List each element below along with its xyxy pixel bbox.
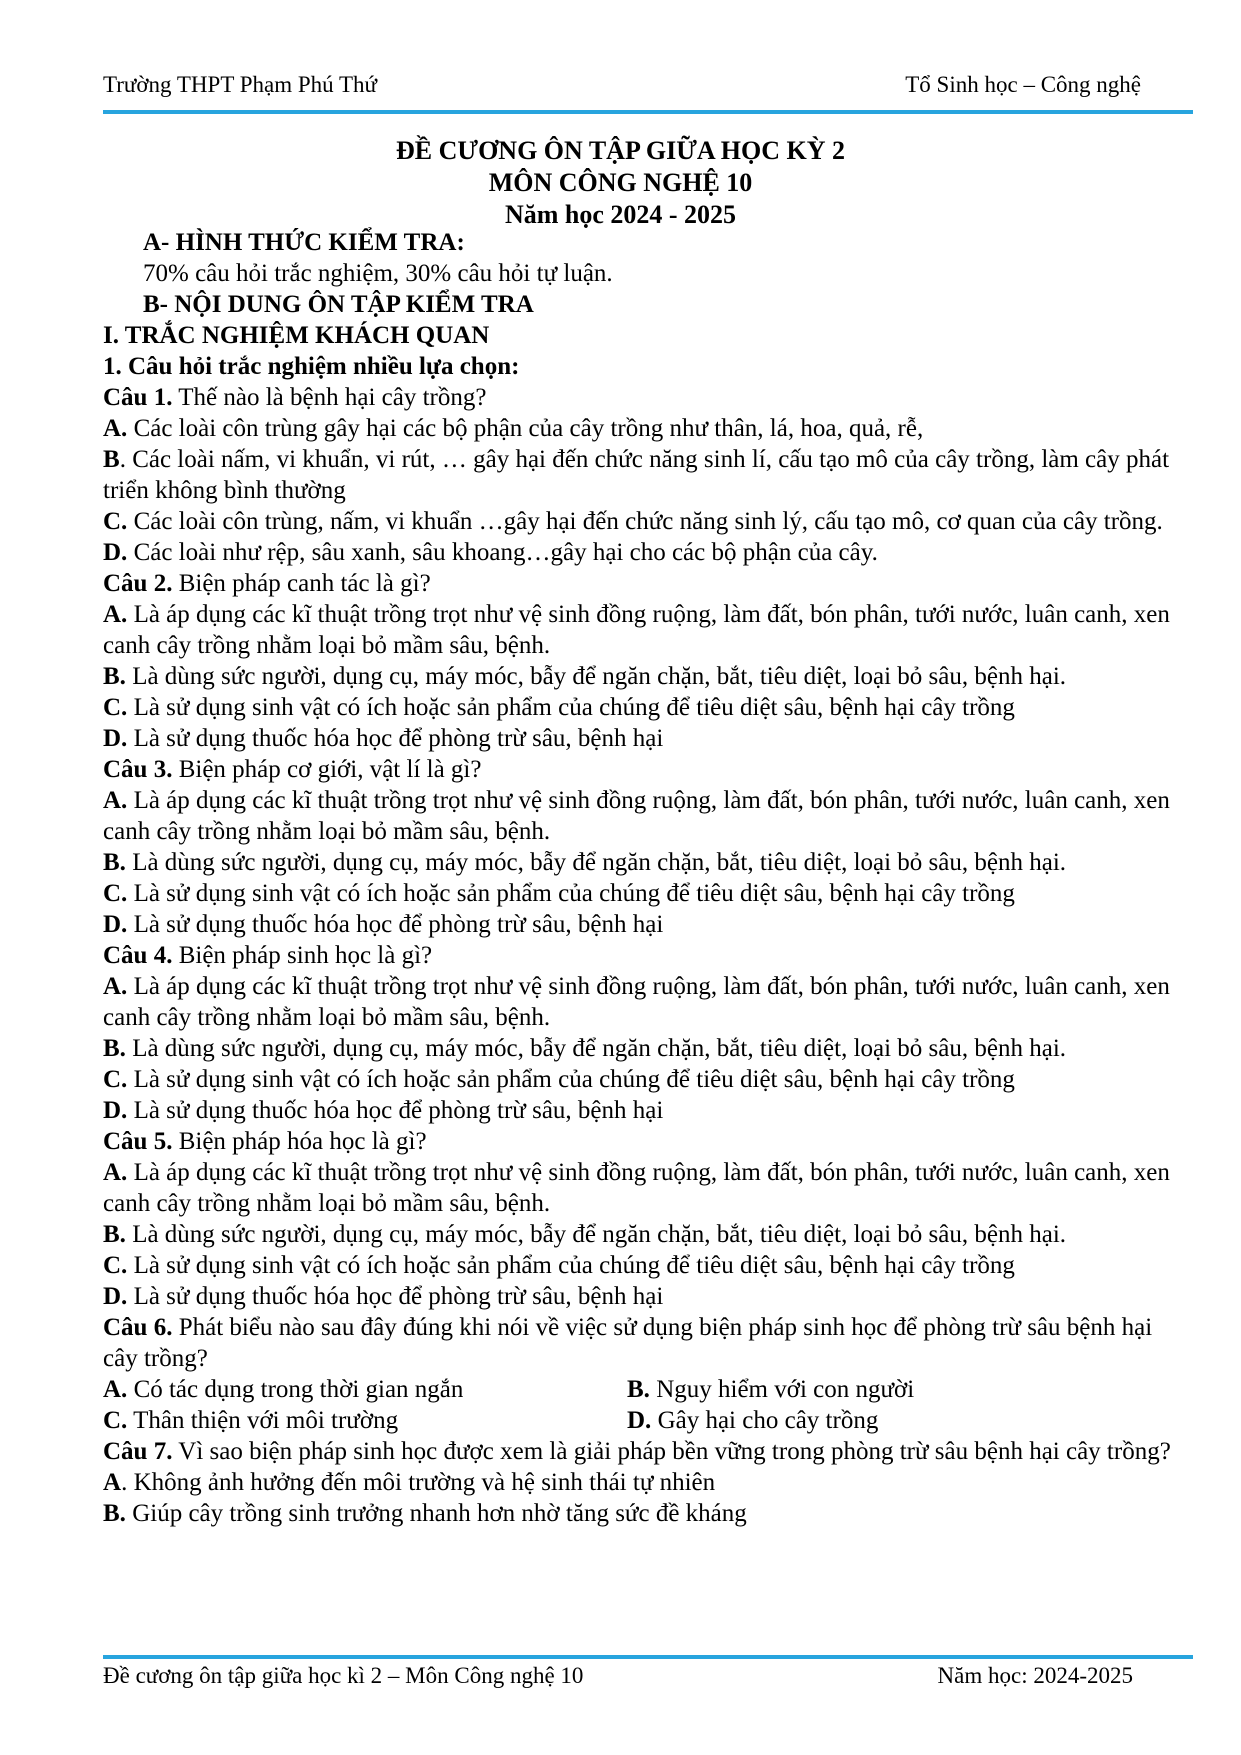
option-letter: A. <box>103 1159 128 1186</box>
option-text: Là sử dụng thuốc hóa học để phòng trừ sâu, bệnh hại <box>127 1097 664 1124</box>
option-letter: C. <box>103 1066 128 1093</box>
option-text: Là áp dụng các kĩ thuật trồng trọt như vệ sinh đồng ruộng, làm đất, bón phân, tưới nước, luân canh, xen canh cây trồng nhằm loại bỏ mầm sâu, bệnh. <box>103 601 1170 659</box>
document-body <box>103 227 1183 1529</box>
option <box>103 1033 1183 1064</box>
option <box>103 878 1183 909</box>
option <box>103 1281 1183 1312</box>
page-header <box>103 72 1141 98</box>
option-text: Nguy hiểm với con người <box>649 1376 915 1403</box>
section-b-heading: B- NỘI DUNG ÔN TẬP KIỂM TRA <box>143 291 534 318</box>
question-text: Biện pháp hóa học là gì? <box>172 1128 427 1155</box>
option-text: Là sử dụng sinh vật có ích hoặc sản phẩm của chúng để tiêu diệt sâu, bệnh hại cây trồng <box>127 1066 1015 1093</box>
question-number: Câu 2. <box>103 570 173 597</box>
option-letter: A <box>103 1469 122 1496</box>
option <box>103 785 1183 847</box>
option-text: Các loài côn trùng, nấm, vi khuẩn …gây hại đến chức năng sinh lý, cấu tạo mô, cơ quan của cây trồng. <box>127 508 1163 535</box>
option <box>103 1250 1183 1281</box>
option-letter: D. <box>103 911 128 938</box>
footer-right: Năm học: 2024-2025 <box>937 1663 1133 1688</box>
option <box>103 537 1183 568</box>
question-number: Câu 4. <box>103 942 173 969</box>
option-text: . Không ảnh hưởng đến môi trường và hệ sinh thái tự nhiên <box>121 1469 716 1496</box>
option-letter: C. <box>103 1407 128 1434</box>
option-text: Giúp cây trồng sinh trưởng nhanh hơn nhờ tăng sức đề kháng <box>125 1500 747 1527</box>
option <box>103 1405 627 1436</box>
option <box>103 909 1183 940</box>
option-letter: B. <box>103 849 126 876</box>
title-line-2: MÔN CÔNG NGHỆ 10 <box>488 168 753 197</box>
header-rule <box>103 110 1193 114</box>
option-text: Là sử dụng sinh vật có ích hoặc sản phẩm của chúng để tiêu diệt sâu, bệnh hại cây trồng <box>127 694 1015 721</box>
option-text: Thân thiện với môi trường <box>127 1407 399 1434</box>
option <box>103 1219 1183 1250</box>
option-row <box>103 1405 1183 1436</box>
option <box>103 847 1183 878</box>
option-text: Là sử dụng sinh vật có ích hoặc sản phẩm của chúng để tiêu diệt sâu, bệnh hại cây trồng <box>127 1252 1015 1279</box>
option-text: Là sử dụng sinh vật có ích hoặc sản phẩm của chúng để tiêu diệt sâu, bệnh hại cây trồng <box>127 880 1015 907</box>
option-letter: D. <box>103 1097 128 1124</box>
question-number: Câu 6. <box>103 1314 173 1341</box>
question-4 <box>103 940 1183 971</box>
question-text: Biện pháp cơ giới, vật lí là gì? <box>172 756 482 783</box>
question-number: Câu 5. <box>103 1128 173 1155</box>
subsection-1-heading: 1. Câu hỏi trắc nghiệm nhiều lựa chọn: <box>103 353 520 380</box>
option-text: Gây hại cho cây trồng <box>651 1407 879 1434</box>
option <box>103 723 1183 754</box>
question-text: Thế nào là bệnh hại cây trồng? <box>172 384 487 411</box>
option-text: Là áp dụng các kĩ thuật trồng trọt như vệ sinh đồng ruộng, làm đất, bón phân, tưới nước, luân canh, xen canh cây trồng nhằm loại bỏ mầm sâu, bệnh. <box>103 1159 1170 1217</box>
option-letter: A. <box>103 415 128 442</box>
option-text: Là dùng sức người, dụng cụ, máy móc, bẫy để ngăn chặn, bắt, tiêu diệt, loại bỏ sâu, bệnh hại. <box>125 1221 1067 1248</box>
document-title <box>0 135 1241 231</box>
option-text: Các loài như rệp, sâu xanh, sâu khoang…gây hại cho các bộ phận của cây. <box>127 539 878 566</box>
option-letter: D. <box>103 1283 128 1310</box>
option-letter: B. <box>103 1035 126 1062</box>
option-letter: B. <box>103 1221 126 1248</box>
title-line-3: Năm học 2024 - 2025 <box>504 200 737 229</box>
option <box>103 692 1183 723</box>
option-letter: A. <box>103 787 128 814</box>
option-letter: C. <box>103 880 128 907</box>
option-text: Là dùng sức người, dụng cụ, máy móc, bẫy để ngăn chặn, bắt, tiêu diệt, loại bỏ sâu, bệnh hại. <box>125 663 1067 690</box>
question-2 <box>103 568 1183 599</box>
option <box>103 599 1183 661</box>
question-5 <box>103 1126 1183 1157</box>
option-letter: C. <box>103 1252 128 1279</box>
option <box>103 444 1183 506</box>
option <box>627 1374 1151 1405</box>
option-text: Các loài côn trùng gây hại các bộ phận của cây trồng như thân, lá, hoa, quả, rễ, <box>127 415 924 442</box>
question-6 <box>103 1312 1183 1374</box>
option <box>103 1374 627 1405</box>
option-text: Là áp dụng các kĩ thuật trồng trọt như vệ sinh đồng ruộng, làm đất, bón phân, tưới nước, luân canh, xen canh cây trồng nhằm loại bỏ mầm sâu, bệnh. <box>103 973 1170 1031</box>
option-letter: A. <box>103 1376 128 1403</box>
option <box>103 1095 1183 1126</box>
option <box>103 506 1183 537</box>
option-letter: C. <box>103 694 128 721</box>
option-text: . Các loài nấm, vi khuẩn, vi rút, … gây hại đến chức năng sinh lí, cấu tạo mô của cây trồng, làm cây phát triển không bình thường <box>103 446 1170 504</box>
option-text: Là sử dụng thuốc hóa học để phòng trừ sâu, bệnh hại <box>127 725 664 752</box>
option <box>103 971 1183 1033</box>
option <box>103 1498 1183 1529</box>
title-line-1: ĐỀ CƯƠNG ÔN TẬP GIỮA HỌC KỲ 2 <box>395 136 845 165</box>
option-letter: A. <box>103 601 128 628</box>
option-letter: A. <box>103 973 128 1000</box>
option <box>103 1157 1183 1219</box>
page-footer <box>103 1663 1133 1689</box>
question-text: Phát biểu nào sau đây đúng khi nói về việc sử dụng biện pháp sinh học để phòng trừ sâu bệnh hại cây trồng? <box>103 1314 1153 1372</box>
question-7 <box>103 1436 1183 1467</box>
option-text: Là sử dụng thuốc hóa học để phòng trừ sâu, bệnh hại <box>127 1283 664 1310</box>
option-letter: B <box>103 446 120 473</box>
option-letter: B. <box>627 1376 650 1403</box>
option <box>627 1405 1151 1436</box>
option <box>103 1467 1183 1498</box>
option-text: Là sử dụng thuốc hóa học để phòng trừ sâu, bệnh hại <box>127 911 664 938</box>
footer-rule <box>103 1655 1193 1659</box>
part-1-heading: I. TRẮC NGHIỆM KHÁCH QUAN <box>103 322 490 349</box>
question-text: Vì sao biện pháp sinh học được xem là giải pháp bền vững trong phòng trừ sâu bệnh hại cây trồng? <box>172 1438 1171 1465</box>
question-number: Câu 1. <box>103 384 173 411</box>
section-a-text: 70% câu hỏi trắc nghiệm, 30% câu hỏi tự luận. <box>143 260 613 287</box>
option-row <box>103 1374 1183 1405</box>
option-letter: D. <box>627 1407 652 1434</box>
question-number: Câu 7. <box>103 1438 173 1465</box>
question-text: Biện pháp sinh học là gì? <box>172 942 433 969</box>
option-text: Là áp dụng các kĩ thuật trồng trọt như vệ sinh đồng ruộng, làm đất, bón phân, tưới nước, luân canh, xen canh cây trồng nhằm loại bỏ mầm sâu, bệnh. <box>103 787 1170 845</box>
question-1 <box>103 382 1183 413</box>
section-a-heading: A- HÌNH THỨC KIỂM TRA: <box>143 229 465 256</box>
option <box>103 661 1183 692</box>
option-letter: B. <box>103 663 126 690</box>
question-3 <box>103 754 1183 785</box>
option-text: Có tác dụng trong thời gian ngắn <box>127 1376 464 1403</box>
option <box>103 413 1183 444</box>
option-letter: C. <box>103 508 128 535</box>
question-text: Biện pháp canh tác là gì? <box>172 570 431 597</box>
school-name: Trường THPT Phạm Phú Thứ <box>103 72 377 97</box>
option-letter: D. <box>103 539 128 566</box>
option-text: Là dùng sức người, dụng cụ, máy móc, bẫy để ngăn chặn, bắt, tiêu diệt, loại bỏ sâu, bệnh hại. <box>125 849 1067 876</box>
footer-left: Đề cương ôn tập giữa học kì 2 – Môn Công nghệ 10 <box>103 1663 584 1688</box>
option-letter: B. <box>103 1500 126 1527</box>
department-name: Tổ Sinh học – Công nghệ <box>905 72 1141 97</box>
option-text: Là dùng sức người, dụng cụ, máy móc, bẫy để ngăn chặn, bắt, tiêu diệt, loại bỏ sâu, bệnh hại. <box>125 1035 1067 1062</box>
option-letter: D. <box>103 725 128 752</box>
option <box>103 1064 1183 1095</box>
question-number: Câu 3. <box>103 756 173 783</box>
